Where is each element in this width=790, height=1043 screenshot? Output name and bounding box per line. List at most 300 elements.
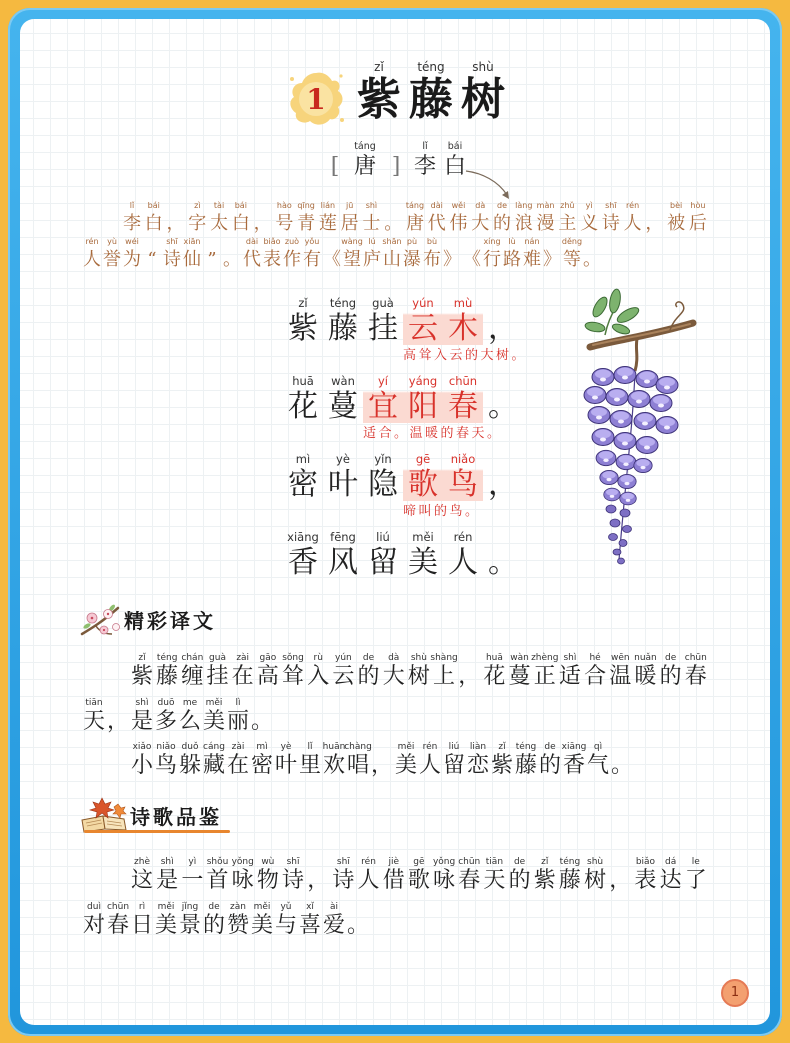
hanzi: 。 (610, 753, 633, 778)
hanzi: 蔓 (508, 664, 531, 689)
ruby-char (322, 901, 346, 946)
ruby-char (323, 295, 363, 347)
ruby-char (659, 652, 683, 697)
hanzi: 李 (123, 213, 141, 234)
pinyin: fēng (330, 530, 356, 544)
ruby-char (502, 236, 522, 272)
hanzi: 等 (563, 249, 581, 270)
ruby-char (231, 856, 255, 901)
pinyin: wēn (610, 653, 630, 663)
ruby-char (562, 741, 586, 786)
pinyin: guà (209, 653, 226, 663)
ruby-char (162, 236, 182, 272)
pinyin: zǐ (541, 857, 549, 867)
pinyin: rì (138, 901, 146, 912)
ruby-char (180, 856, 204, 901)
pinyin: sǒng (282, 653, 304, 663)
hanzi: 被 (667, 213, 686, 234)
hanzi: 天 (82, 708, 105, 734)
dynasty (348, 140, 382, 180)
hanzi: 木 (448, 311, 478, 346)
ruby-char (405, 200, 425, 236)
ruby-char (296, 200, 316, 236)
pinyin: yún (335, 653, 352, 663)
pinyin: hào (276, 201, 292, 210)
pinyin: xiāng (561, 742, 587, 752)
hanzi: 春 (684, 664, 707, 689)
pinyin: měi (253, 901, 271, 912)
hanzi: 人 (357, 868, 380, 893)
ruby-char (610, 741, 634, 786)
ruby-char (608, 856, 632, 901)
ruby-char (403, 373, 443, 425)
hanzi: 伟 (449, 213, 468, 234)
ruby-char (346, 741, 370, 786)
hanzi: 恋 (466, 753, 489, 778)
word-annotation: 啼叫的鸟。 (403, 504, 481, 519)
ruby-char (182, 236, 202, 272)
hanzi: 歌 (408, 467, 438, 502)
pinyin: liàn (469, 742, 487, 752)
ruby-char (130, 652, 154, 697)
hanzi: 密 (288, 467, 318, 502)
hanzi: 春 (106, 912, 129, 938)
ruby-char (283, 529, 323, 581)
pinyin: měi (397, 742, 415, 752)
pinyin: yún (412, 296, 434, 310)
ruby-char (508, 856, 532, 901)
ruby-char (342, 236, 362, 272)
pinyin: yǒng (231, 857, 254, 867)
hanzi: 。 (488, 389, 518, 424)
ruby-char (283, 373, 323, 425)
ruby-char (362, 236, 382, 272)
pinyin: zǐ (498, 742, 506, 752)
pinyin: zǐ (298, 296, 308, 310)
ruby-char (106, 901, 130, 946)
pinyin: xiǎo (132, 742, 152, 752)
hanzi: 香 (288, 545, 318, 580)
pinyin: qì (593, 742, 603, 752)
pinyin: yǔ (280, 901, 292, 912)
pinyin: shì (365, 201, 378, 210)
ruby-char (209, 200, 229, 236)
hanzi: 诗 (601, 213, 620, 234)
ruby-char (226, 901, 250, 946)
ruby-char (155, 856, 179, 901)
ruby-char (407, 856, 431, 901)
hanzi: 诗 (163, 249, 181, 270)
hanzi: 。 (250, 708, 273, 734)
hanzi: 挂 (368, 311, 398, 346)
hanzi: ， (488, 311, 518, 346)
hanzi: 躲 (178, 753, 201, 778)
hanzi: 叶 (328, 467, 358, 502)
pinyin: téng (515, 742, 537, 752)
ruby-char (178, 741, 202, 786)
poem-title (353, 60, 509, 126)
ruby-char (340, 200, 360, 236)
hanzi: 的 (538, 753, 561, 778)
hanzi: 首 (206, 868, 229, 893)
hanzi: 留 (442, 753, 465, 778)
ruby-char (306, 856, 330, 901)
ruby-char (382, 236, 402, 272)
hanzi: 日 (130, 912, 153, 938)
pinyin: wàn (331, 374, 355, 388)
ruby-char (659, 856, 683, 901)
hanzi: 上 (433, 664, 456, 689)
hanzi: 藤 (328, 311, 358, 346)
hanzi: 气 (586, 753, 609, 778)
pinyin: de (497, 201, 508, 210)
pinyin: wù (261, 857, 275, 867)
ruby-char (253, 200, 273, 236)
ruby-char (470, 200, 490, 236)
ruby-char (283, 451, 323, 503)
hanzi: 温 (609, 664, 632, 689)
poem-verse (283, 373, 527, 425)
ruby-char (457, 856, 481, 901)
hanzi: 人 (418, 753, 441, 778)
ruby-char (250, 901, 274, 946)
hanzi: 人 (448, 545, 478, 580)
pinyin: liú (376, 530, 390, 544)
pinyin: yǒu (304, 237, 320, 246)
pinyin: niǎo (450, 452, 476, 466)
pinyin: xǐ (306, 901, 314, 912)
pinyin: wàn (510, 653, 529, 663)
hanzi: ， (370, 753, 393, 778)
ruby-char (187, 200, 207, 236)
pinyin: duì (87, 901, 101, 912)
pinyin: bái (147, 201, 160, 210)
translation-text (82, 652, 708, 786)
ruby-char (403, 451, 443, 503)
text-line (82, 901, 708, 946)
pinyin: téng (417, 60, 445, 74)
hanzi: 美 (202, 708, 225, 734)
pinyin: shī (286, 857, 300, 867)
hanzi: 耸 (282, 664, 305, 689)
hanzi: 浪 (514, 213, 533, 234)
ruby-char (353, 60, 405, 126)
hanzi: 。 (488, 545, 518, 580)
hanzi: 布 (423, 249, 441, 270)
pinyin: zhè (134, 857, 150, 867)
hanzi: 白 (231, 213, 250, 234)
hanzi: 多 (154, 708, 177, 734)
hanzi: 表 (634, 868, 657, 893)
pinyin: shù (587, 857, 604, 867)
ruby-char (323, 451, 363, 503)
hanzi: 唐 (405, 213, 424, 234)
ruby-char (483, 295, 523, 347)
ruby-char (557, 200, 577, 236)
pinyin: tài (213, 201, 225, 210)
ruby-char (281, 652, 305, 697)
ruby-char (322, 741, 346, 786)
pinyin: de (664, 653, 677, 663)
bracket-close (382, 140, 410, 180)
hanzi: 入 (307, 664, 330, 689)
hanzi: 《 (463, 249, 481, 270)
pinyin: dà (475, 201, 486, 210)
plum-blossom-icon (78, 600, 122, 640)
hanzi: “ (147, 249, 157, 270)
pinyin: téng (156, 653, 178, 663)
hanzi: 在 (226, 753, 249, 778)
pinyin: zì (194, 201, 201, 210)
ruby-char (363, 529, 403, 581)
pinyin: zài (236, 653, 250, 663)
ruby-char (482, 236, 502, 272)
poem-verse (283, 451, 527, 503)
hanzi: 合 (584, 664, 607, 689)
pinyin: duǒ (181, 742, 199, 752)
ruby-char (357, 652, 381, 697)
ruby-char (231, 200, 251, 236)
hanzi: ， (253, 213, 272, 234)
pinyin: nán (524, 237, 540, 246)
hanzi: 仙 (183, 249, 201, 270)
ruby-char (666, 200, 686, 236)
poem-verse (283, 295, 527, 347)
hanzi: 鸟 (448, 467, 478, 502)
pinyin: gē (415, 452, 431, 466)
pinyin: zuò (284, 237, 300, 246)
ruby-char (466, 741, 490, 786)
ruby-char (402, 236, 422, 272)
ruby-char (407, 652, 431, 697)
pinyin: zǐ (374, 60, 384, 74)
hanzi: 树 (584, 868, 607, 893)
hanzi: 藤 (558, 868, 581, 893)
ruby-char (633, 856, 657, 901)
wisteria-illustration (575, 285, 700, 570)
curved-arrow-icon (462, 165, 518, 205)
hanzi: 了 (684, 868, 707, 893)
book-maple-leaf-icon (78, 794, 132, 834)
pinyin: mì (295, 452, 311, 466)
ruby-char (363, 295, 403, 347)
hanzi: 咏 (433, 868, 456, 893)
text-line (82, 697, 708, 742)
pinyin: duō (157, 697, 175, 708)
pinyin: shàng (430, 653, 458, 663)
hanzi: 望 (343, 249, 361, 270)
pinyin: yè (280, 742, 292, 752)
poem-body (283, 295, 527, 607)
ruby-char (688, 200, 708, 236)
hanzi: ， (645, 213, 664, 234)
ruby-char (274, 901, 298, 946)
ruby-char (250, 741, 274, 786)
pinyin: màn (536, 201, 555, 210)
pinyin: rén (85, 237, 99, 246)
ruby-char (608, 652, 632, 697)
hanzi: 云 (408, 311, 438, 346)
hanzi: 有 (303, 249, 321, 270)
pinyin: biǎo (635, 857, 656, 867)
pinyin: pù (406, 237, 418, 246)
text-line (82, 741, 708, 786)
hanzi: 》 (543, 249, 561, 270)
word-annotation: 适合。温暖的春天。 (363, 426, 503, 441)
pinyin: huā (485, 653, 503, 663)
ruby-char (448, 200, 468, 236)
hanzi: 美 (394, 753, 417, 778)
pinyin: chán (181, 653, 204, 663)
pinyin: jǐng (181, 901, 199, 912)
pinyin: hé (589, 653, 601, 663)
ruby-char (483, 373, 523, 425)
hanzi: 里 (298, 753, 321, 778)
pinyin: lián (320, 201, 336, 210)
pinyin: wěi (451, 201, 466, 210)
ruby-char (482, 652, 506, 697)
bracket-close-text: ] (391, 154, 401, 179)
hanzi: 赞 (226, 912, 249, 938)
hanzi: 。 (583, 249, 601, 270)
hanzi: 么 (178, 708, 201, 734)
poem-line (283, 451, 527, 529)
pinyin: ài (329, 901, 338, 912)
ruby-char (422, 236, 442, 272)
hanzi: 隐 (368, 467, 398, 502)
poet-introduction (82, 200, 708, 272)
hanzi: 作 (283, 249, 301, 270)
hanzi: 行 (483, 249, 501, 270)
pinyin: lù (508, 237, 516, 246)
hanzi: 这 (130, 868, 153, 893)
ruby-char (558, 652, 582, 697)
pinyin: zài (231, 742, 245, 752)
pinyin: bèi (670, 201, 683, 210)
ruby-char (226, 741, 250, 786)
pinyin: xiāng (287, 530, 319, 544)
lesson-number-badge: 1 (306, 83, 326, 116)
hanzi: 阳 (408, 389, 438, 424)
hanzi: 美 (408, 545, 438, 580)
ruby-char (226, 697, 250, 742)
ruby-char (282, 236, 302, 272)
ruby-char (318, 200, 338, 236)
ruby-char (536, 200, 556, 236)
pinyin: yè (336, 452, 350, 466)
ruby-char (582, 236, 602, 272)
ruby-char (322, 236, 342, 272)
pinyin: dá (664, 857, 677, 867)
hanzi: ” (207, 249, 217, 270)
hanzi: 景 (178, 912, 201, 938)
ruby-char (684, 652, 708, 697)
hanzi: 大 (471, 213, 490, 234)
ruby-char (514, 200, 534, 236)
pinyin: dài (245, 237, 259, 246)
pinyin: shī (605, 201, 617, 210)
ruby-char (370, 741, 394, 786)
ruby-char (202, 697, 226, 742)
ruby-char (533, 652, 557, 697)
hanzi: 春 (458, 868, 481, 893)
ruby-char (222, 236, 242, 272)
pinyin: mì (256, 742, 268, 752)
hanzi: ， (458, 664, 481, 689)
hanzi: 青 (297, 213, 316, 234)
translation-heading: 精彩译文 (124, 609, 216, 633)
hanzi: 正 (533, 664, 556, 689)
ruby-char (533, 856, 557, 901)
poem-author (322, 140, 470, 180)
hanzi: 白 (443, 154, 466, 179)
hanzi: 义 (580, 213, 599, 234)
hanzi: ， (488, 467, 518, 502)
pinyin: dà (388, 653, 400, 663)
ruby-char (361, 200, 381, 236)
hanzi: 李 (413, 154, 436, 179)
poem-verse (283, 529, 527, 581)
hanzi: 诗 (332, 868, 355, 893)
ruby-char (508, 652, 532, 697)
hanzi: 主 (558, 213, 577, 234)
pinyin: táng (405, 201, 425, 210)
ruby-char (514, 741, 538, 786)
pinyin: jū (346, 201, 354, 210)
hanzi: 藏 (202, 753, 225, 778)
ruby-char (274, 200, 294, 236)
ruby-char (623, 200, 643, 236)
hanzi: 藤 (156, 664, 179, 689)
pinyin: de (513, 857, 526, 867)
ruby-char (462, 236, 482, 272)
ruby-char (155, 652, 179, 697)
hanzi: 春 (448, 389, 478, 424)
hanzi: 欢 (322, 753, 345, 778)
ruby-char (298, 901, 322, 946)
hanzi: 》 (443, 249, 461, 270)
hanzi: 。 (223, 249, 241, 270)
pinyin: lì (235, 697, 241, 708)
hanzi: 花 (288, 389, 318, 424)
pinyin: de (208, 901, 220, 912)
pinyin: shī (336, 857, 350, 867)
hanzi: 庐 (363, 249, 381, 270)
pinyin: chūn (684, 653, 707, 663)
hanzi: 紫 (357, 74, 401, 125)
hanzi: 莲 (318, 213, 337, 234)
ruby-char (382, 652, 406, 697)
ruby-char (443, 373, 483, 425)
ruby-char (323, 529, 363, 581)
pinyin: zàn (230, 901, 246, 912)
hanzi: 后 (688, 213, 707, 234)
ruby-char (418, 741, 442, 786)
pinyin: chàng (344, 742, 372, 752)
ruby-char (405, 60, 457, 126)
ruby-char (130, 901, 154, 946)
pinyin: zhǔ (560, 201, 575, 210)
hanzi: 的 (493, 213, 512, 234)
hanzi: 紫 (130, 664, 153, 689)
hanzi: 留 (368, 545, 398, 580)
pinyin: yí (377, 374, 388, 388)
pinyin: lǐ (307, 742, 313, 752)
hanzi: 《 (323, 249, 341, 270)
ruby-char (403, 529, 443, 581)
ruby-char (274, 741, 298, 786)
hanzi: 人 (83, 249, 101, 270)
